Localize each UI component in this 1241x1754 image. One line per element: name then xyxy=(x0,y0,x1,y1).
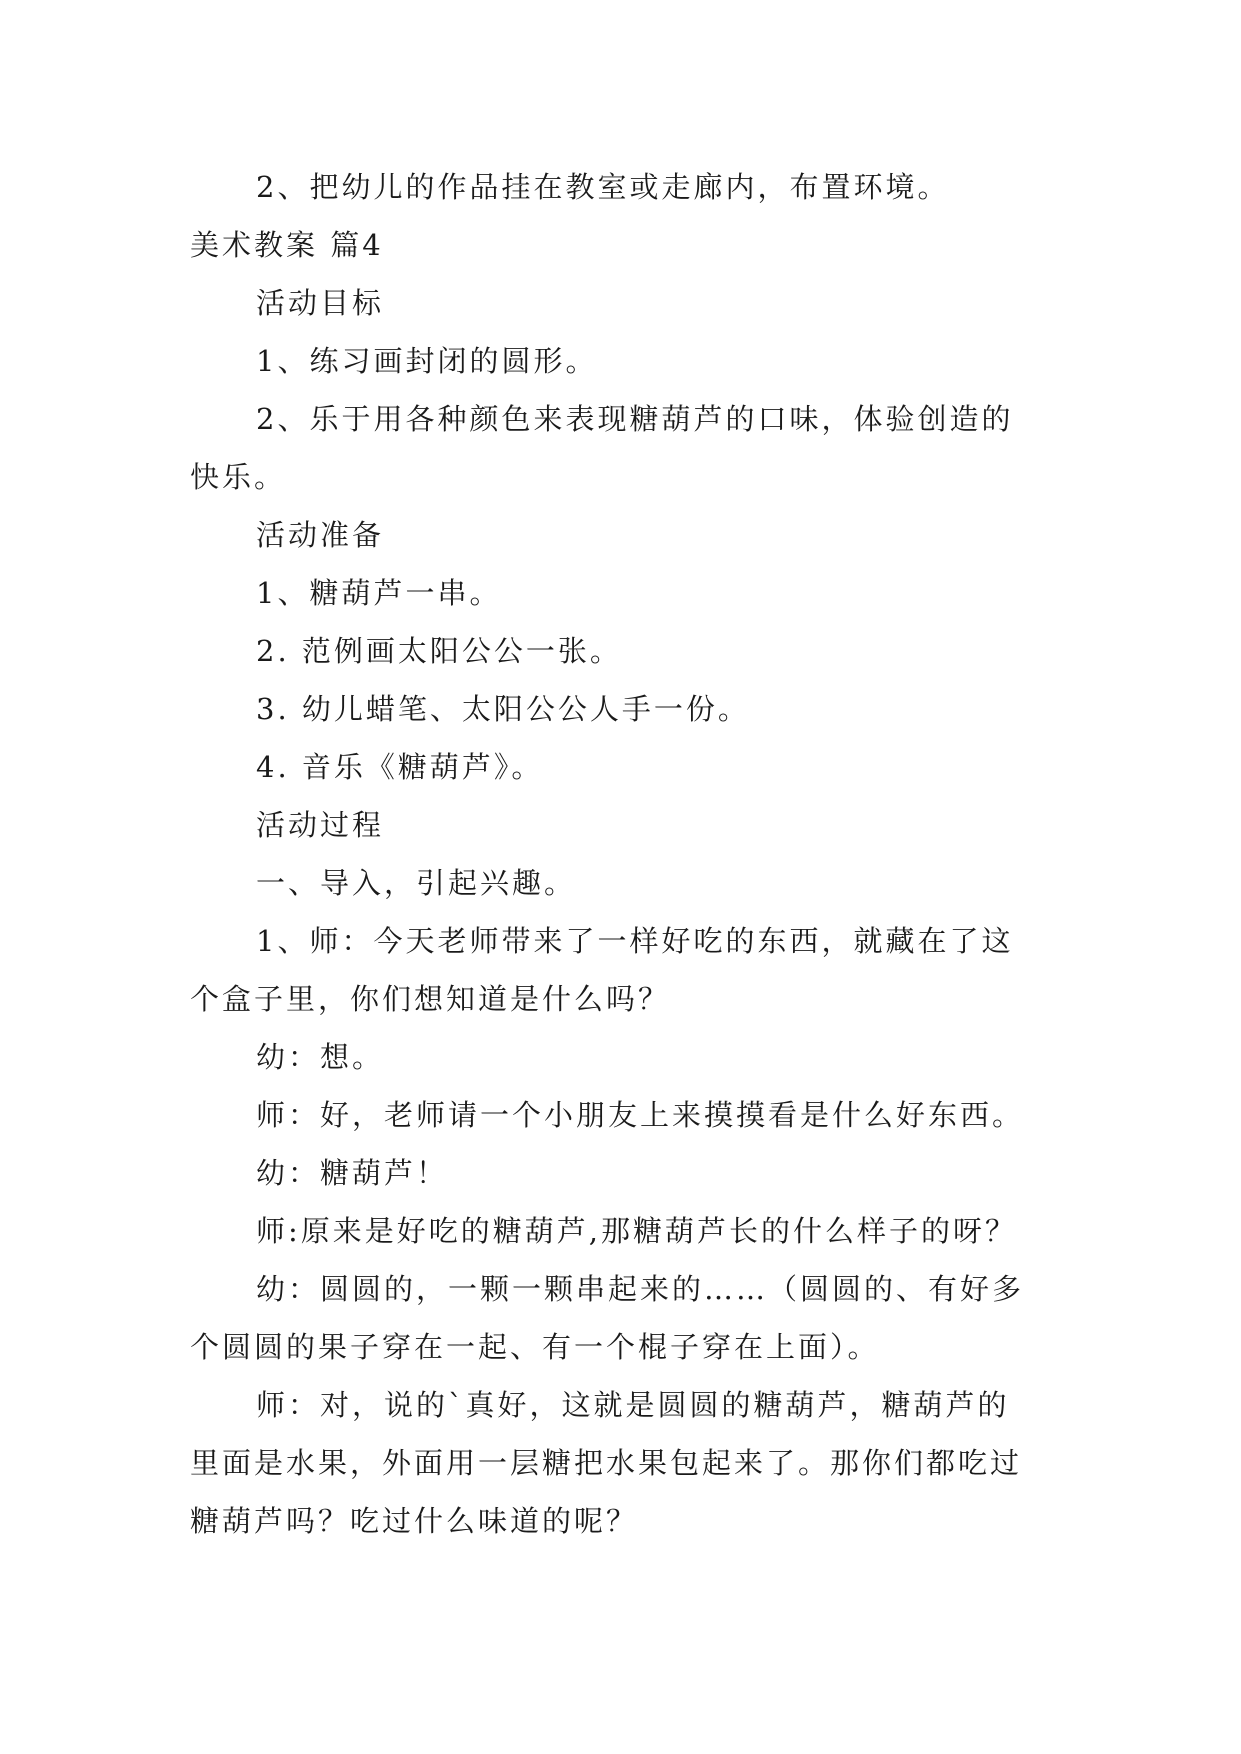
paragraph-line: 2. 范例画太阳公公一张。 xyxy=(256,634,622,668)
paragraph-line: 师：好，老师请一个小朋友上来摸摸看是什么好东西。 xyxy=(256,1098,1025,1132)
paragraph-line: 一、导入，引起兴趣。 xyxy=(256,866,577,900)
paragraph-line: 师:原来是好吃的糖葫芦,那糖葫芦长的什么样子的呀？ xyxy=(256,1214,1017,1248)
paragraph-line: 个盒子里，你们想知道是什么吗？ xyxy=(190,982,671,1016)
paragraph-line: 快乐。 xyxy=(190,460,287,494)
section-heading: 美术教案 篇4 xyxy=(190,228,384,262)
subheading-activity-goals: 活动目标 xyxy=(256,286,385,320)
paragraph-line: 1、糖葫芦一串。 xyxy=(256,576,502,610)
paragraph-line: 幼：糖葫芦！ xyxy=(256,1156,449,1190)
paragraph-line: 4. 音乐《糖葫芦》。 xyxy=(256,750,544,784)
paragraph-line: 里面是水果，外面用一层糖把水果包起来了。那你们都吃过 xyxy=(190,1446,1023,1480)
paragraph-line: 幼：想。 xyxy=(256,1040,385,1074)
paragraph-line: 2、把幼儿的作品挂在教室或走廊内，布置环境。 xyxy=(256,170,950,204)
paragraph-line: 3. 幼儿蜡笔、太阳公公人手一份。 xyxy=(256,692,750,726)
paragraph-line: 2、乐于用各种颜色来表现糖葫芦的口味，体验创造的 xyxy=(256,402,1014,436)
paragraph-line: 师：对，说的`真好，这就是圆圆的糖葫芦，糖葫芦的 xyxy=(256,1388,1010,1422)
paragraph-line: 糖葫芦吗？吃过什么味道的呢？ xyxy=(190,1504,639,1538)
paragraph-line: 1、练习画封闭的圆形。 xyxy=(256,344,598,378)
paragraph-line: 个圆圆的果子穿在一起、有一个棍子穿在上面）。 xyxy=(190,1330,880,1364)
paragraph-line: 幼：圆圆的，一颗一颗串起来的……（圆圆的、有好多 xyxy=(256,1272,1025,1306)
subheading-activity-preparation: 活动准备 xyxy=(256,518,385,552)
paragraph-line: 1、师：今天老师带来了一样好吃的东西，就藏在了这 xyxy=(256,924,1014,958)
subheading-activity-process: 活动过程 xyxy=(256,808,385,842)
